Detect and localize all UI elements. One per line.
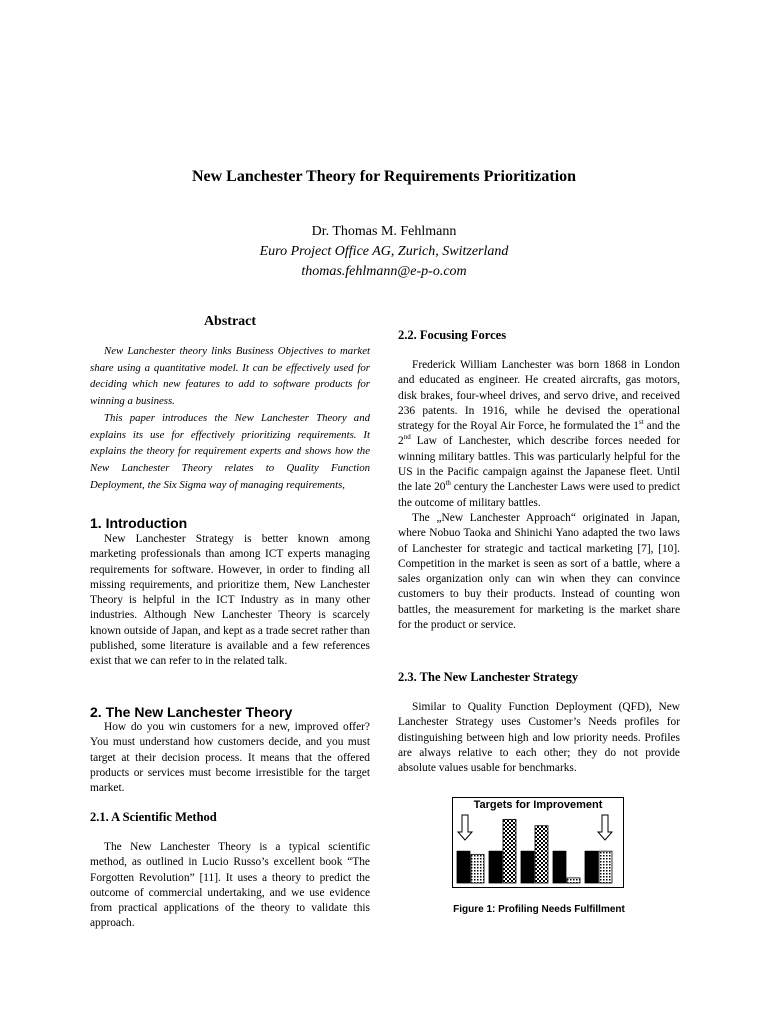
abstract-heading: Abstract	[203, 314, 257, 329]
abstract-paragraph-2: This paper introduces the New Lanchester Theory and explains its use for effectively prioritizing requirements. It explains the theory for requirement experts and shows how the New Lanchester Theory relates to Quality Function Deployment, the Six Sigma way of managing requirements,	[90, 411, 370, 491]
chart-title: Targets for Improvement	[473, 799, 603, 811]
section-2-heading: 2. The New Lanchester Theory	[90, 704, 293, 720]
section-2-1-heading: 2.1. A Scientific Method	[90, 810, 217, 824]
sup-first: st	[639, 418, 644, 427]
sup-twentieth: th	[445, 479, 451, 488]
section-2-paragraph: How do you win customers for a new, improved offer? You must understand how customers decide, and you must target at their decision process. It means that the offered products or services must become irresistible for the target market.	[90, 721, 370, 795]
figure-frame	[452, 797, 624, 888]
bar-ours-1	[457, 851, 470, 883]
sup-second: nd	[403, 433, 411, 442]
section-2-2-heading: 2.2. Focusing Forces	[398, 328, 507, 342]
section-2-body	[90, 720, 370, 796]
section-1-heading: 1. Introduction	[90, 515, 188, 531]
author-block	[0, 222, 768, 282]
bar-competitor-3	[535, 826, 548, 883]
abstract-body	[90, 343, 370, 493]
lanchester-text-b: and the 2	[398, 420, 681, 448]
section-2-3-paragraph: Similar to Quality Function Deployment (QFD), New Lanchester Strategy uses Customer’s Needs profiles for distinguishing between high and low priority needs. Profiles are always relative to each other; they do not provide absolute values usable for benchmarks.	[398, 701, 680, 775]
bar-ours-4	[553, 851, 566, 883]
bar-ours-2	[489, 851, 502, 883]
author-name: Dr. Thomas M. Fehlmann	[311, 224, 457, 239]
bar-competitor-5	[599, 851, 612, 883]
author-affiliation: Euro Project Office AG, Zurich, Switzerland	[259, 244, 509, 259]
paper-title: New Lanchester Theory for Requirements Prioritization	[191, 168, 577, 185]
bar-competitor-1	[471, 854, 484, 883]
section-2-2-body	[398, 358, 680, 633]
down-arrow-icon	[598, 815, 612, 840]
author-email: thomas.fehlmann@e-p-o.com	[301, 264, 467, 279]
figure-caption: Figure 1: Profiling Needs Fulfillment	[453, 904, 625, 915]
lanchester-text-a: Frederick William Lanchester was born 1868 in London and educated as engineer. He created aircrafts, gas motors, disk brakes, four-wheel drives, and servo drive, and received 236 patents. In 1916, while he devised the operational strategy for the Royal Air Force, he formulated the 1	[398, 359, 680, 433]
lanchester-text-c: Law of Lanchester, which describe forces needed for winning military battles. This was particularly helpful for the US in the Pacific campaign against the Japanese fleet. Until the late 20	[398, 435, 680, 494]
down-arrow-icon	[458, 815, 472, 840]
section-2-3-heading: 2.3. The New Lanchester Strategy	[398, 670, 579, 684]
targets-chart	[453, 798, 623, 887]
section-2-1-body	[90, 840, 370, 932]
bar-competitor-4	[567, 878, 580, 883]
section-2-2-paragraph-1	[398, 358, 680, 511]
section-1-body	[90, 532, 370, 670]
section-2-1-paragraph: The New Lanchester Theory is a typical scientific method, as outlined in Lucio Russo’s excellent book “The Forgotten Revolution” [11]. It uses a theory to predict the outcome of commercial undertaking, and we use evidence from practical applications of the theory to validate this approach.	[90, 841, 370, 930]
lanchester-text-d: century the Lanchester Laws were used to predict the outcome of military battles.	[398, 481, 680, 509]
bar-competitor-2	[503, 819, 516, 883]
section-2-3-body	[398, 700, 680, 776]
section-2-2-paragraph-2: The „New Lanchester Approach“ originated in Japan, where Nobuo Taoka and Shinichi Yano adapted the two laws of Lanchester for strategic and tactical marketing [7], [10]. Competition in the market is seen as sort of a battle, where a sales organization only can win when they can convince customers to buy their products. Instead of counting won battles, the measurement for marketing is the market share for the product or service.	[398, 511, 680, 632]
bar-ours-3	[521, 851, 534, 883]
abstract-paragraph-1: New Lanchester theory links Business Objectives to market share using a quantitative model. It can be effectively used for deciding which new features to add to software products for winning a business.	[90, 345, 370, 408]
bar-ours-5	[585, 851, 598, 883]
section-1-paragraph: New Lanchester Strategy is better known among marketing professionals than among ICT experts managing requirements for software. However, in order to finding all missing requirements, and prioritize them, New Lanchester Theory is helpful in the ICT Industry as in many other industries. Although New Lanchester Theory is scarcely known outside of Japan, and kept as a trade secret rather than published, some literature is available and a few references exist that we can refer to in the related talk.	[90, 533, 370, 668]
